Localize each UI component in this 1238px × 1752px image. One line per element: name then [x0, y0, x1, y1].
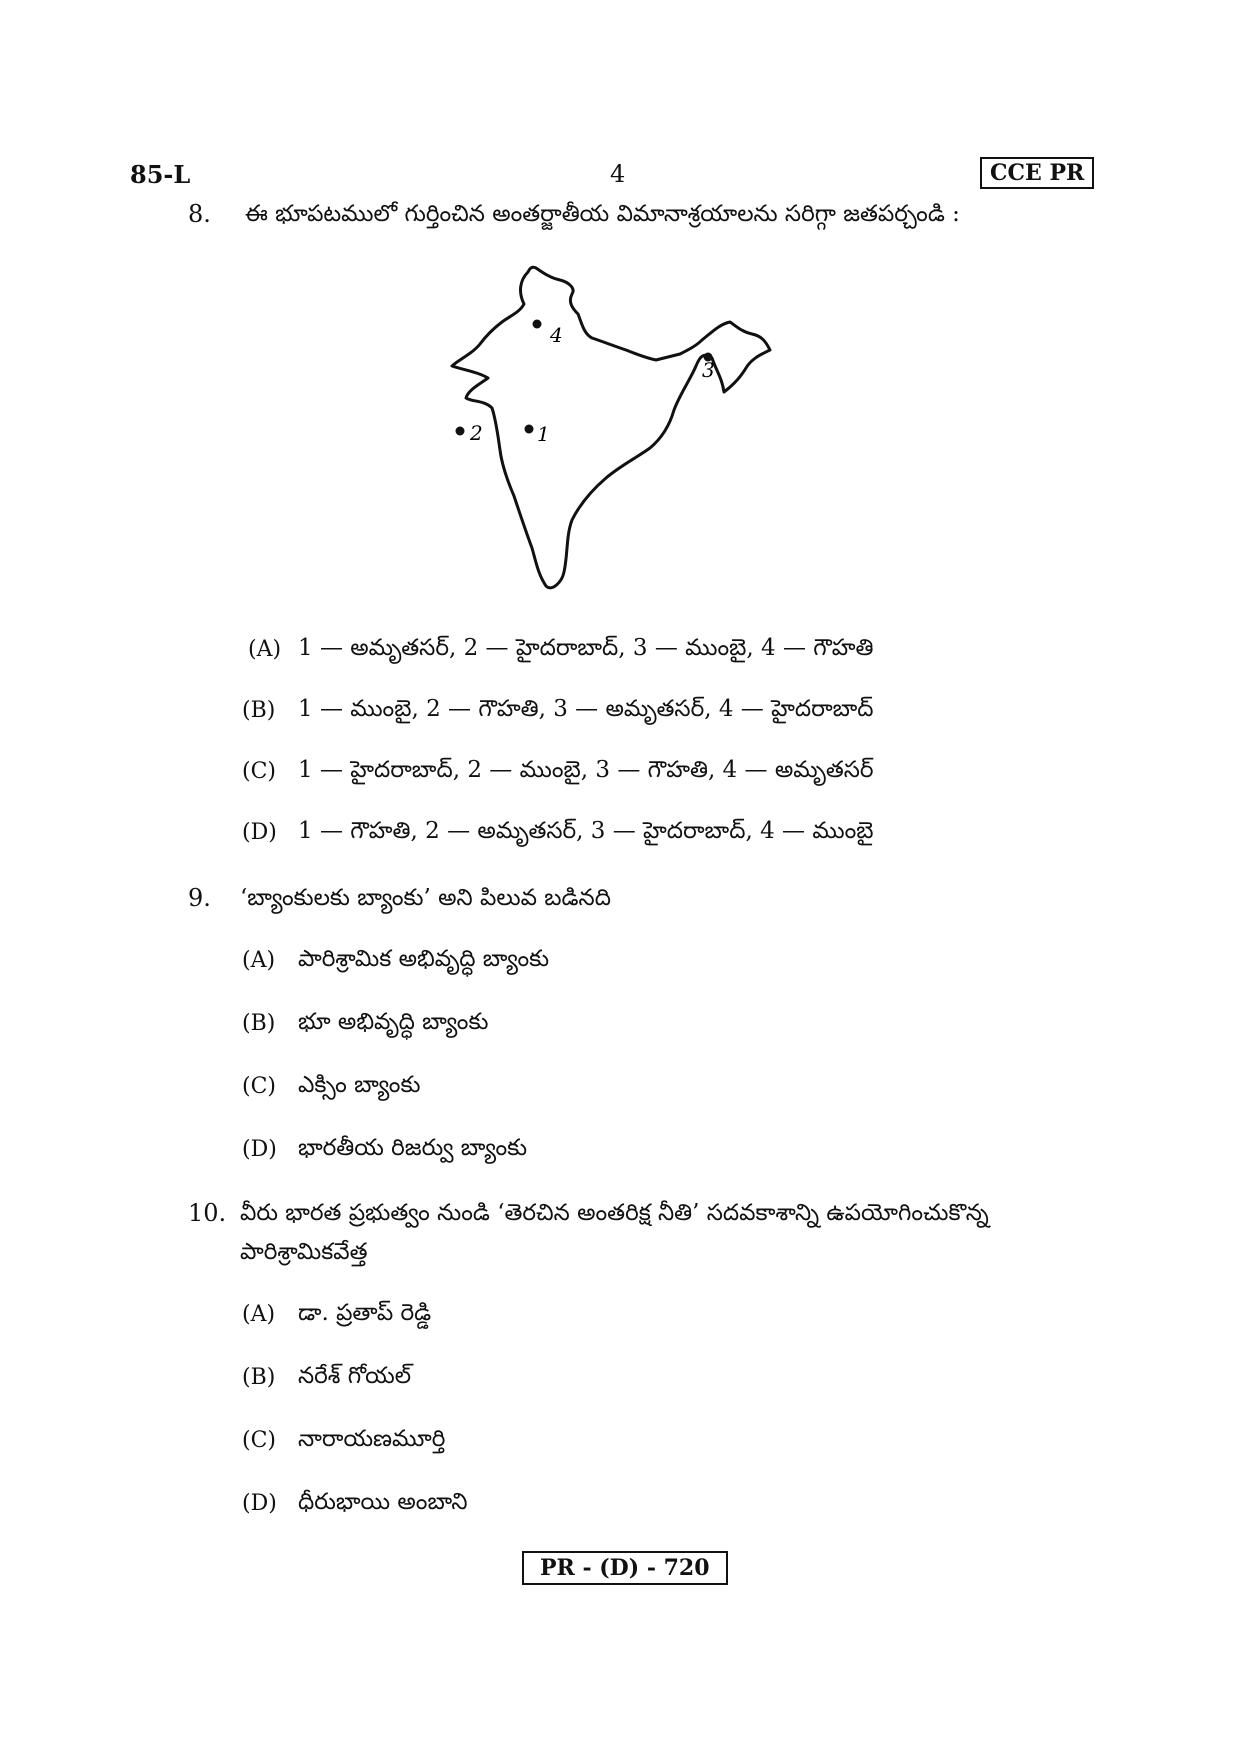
option-letter: (C) [242, 1428, 276, 1453]
option-letter: (D) [242, 1491, 277, 1516]
option-letter: (B) [242, 698, 276, 723]
option-text[interactable]: ఎక్సిం బ్యాంకు [298, 1072, 421, 1098]
option-text[interactable]: పారిశ్రామిక అభివృద్ధి బ్యాంకు [298, 946, 550, 972]
map-label-3: 3 [702, 358, 715, 382]
option-text[interactable]: 1 — ముంబై, 2 — గౌహతి, 3 — అమృతసర్, 4 — హైదరాబాద్ [298, 696, 874, 722]
option-text[interactable]: ధీరుభాయి అంబాని [298, 1489, 468, 1515]
map-marker-4 [533, 320, 542, 329]
question-9-text: ‘బ్యాంకులకు బ్యాంకు’ అని పిలువ బడినది [240, 885, 611, 911]
series-box: CCE PR [980, 157, 1094, 189]
question-10-number: 10. [188, 1199, 227, 1227]
paper-code: 85-L [130, 160, 191, 189]
option-letter: (B) [242, 1365, 276, 1390]
option-text[interactable]: భారతీయ రిజర్వు బ్యాంకు [298, 1135, 528, 1161]
option-letter: (C) [242, 759, 276, 784]
option-letter: (D) [242, 820, 277, 845]
question-9-number: 9. [188, 884, 211, 912]
option-text[interactable]: నారాయణమూర్తి [298, 1426, 446, 1452]
map-marker-1 [525, 425, 534, 434]
option-text[interactable]: 1 — గౌహతి, 2 — అమృతసర్, 3 — హైదరాబాద్, 4 — ముంబై [298, 818, 874, 844]
india-border-path [452, 267, 770, 588]
footer-code-box: PR - (D) - 720 [522, 1551, 728, 1585]
option-letter: (A) [242, 948, 276, 973]
option-letter: (A) [242, 1302, 276, 1327]
option-text[interactable]: 1 — హైదరాబాద్, 2 — ముంబై, 3 — గౌహతి, 4 — అమృతసర్ [298, 757, 874, 783]
option-text[interactable]: 1 — అమృతసర్, 2 — హైదరాబాద్, 3 — ముంబై, 4 — గౌహతి [298, 635, 874, 661]
option-letter: (C) [242, 1074, 276, 1099]
question-10-text-line1: వీరు భారత ప్రభుత్వం నుండి ‘తెరచిన అంతరిక్ష నీతి’ సదవకాశాన్ని ఉపయోగించుకొన్న [240, 1200, 989, 1226]
option-text[interactable]: భూ అభివృద్ధి బ్యాంకు [298, 1009, 489, 1035]
option-letter: (D) [242, 1137, 277, 1162]
india-map-figure [450, 260, 790, 610]
option-letter: (B) [242, 1011, 276, 1036]
map-label-1: 1 [537, 422, 550, 446]
map-label-4: 4 [550, 323, 563, 347]
map-marker-2 [456, 427, 465, 436]
page-number: 4 [610, 160, 626, 188]
option-text[interactable]: నరేశ్ గోయల్ [298, 1363, 412, 1389]
question-8-text: ఈ భూపటములో గుర్తించిన అంతర్జాతీయ విమానాశ్రయాలను సరిగ్గా జతపర్చండి : [245, 201, 960, 227]
option-text[interactable]: డా. ప్రతాప్ రెడ్డి [298, 1300, 432, 1326]
question-8-number: 8. [188, 200, 211, 228]
question-10-text-line2: పారిశ్రామికవేత్త [240, 1239, 368, 1265]
map-label-2: 2 [470, 421, 483, 445]
option-letter: (A) [248, 637, 282, 662]
india-map-outline [450, 260, 790, 610]
